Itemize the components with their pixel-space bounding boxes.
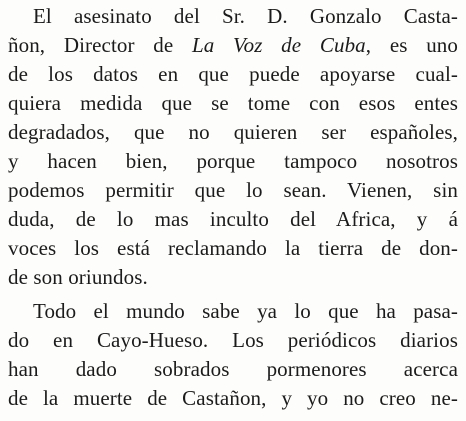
text-line: de son oriundos.: [8, 265, 148, 289]
text-line: podemos permitir que lo sean. Vienen, sin: [8, 178, 458, 202]
text-line: quiera medida que se tome con esos entes: [8, 91, 458, 115]
text-run: , es uno: [365, 33, 458, 57]
text-line: [8, 30, 458, 60]
text-line: Todo el mundo sabe ya lo que ha pasa-: [33, 299, 458, 323]
text-line: y hacen bien, porque tampoco nosotros: [8, 149, 458, 173]
text-line: voces los está reclamando la tierra de don-: [8, 236, 458, 260]
text-line: de la muerte de Castañon, y yo no creo ne-: [8, 386, 458, 410]
text-line: El asesinato del Sr. D. Gonzalo Casta-: [33, 4, 458, 28]
text-line: han dado sobrados pormenores acerca: [8, 357, 458, 381]
text-line: duda, de lo mas inculto del Africa, y á: [8, 207, 458, 231]
newspaper-title: La Voz de Cuba: [191, 33, 366, 57]
text-line: do en Cayo-Hueso. Los periódicos diarios: [8, 328, 458, 352]
text-line: de los datos en que puede apoyarse cual-: [8, 62, 458, 86]
text-run: ñon, Director de: [8, 33, 192, 57]
text-line: degradados, que no quieren ser españoles,: [8, 120, 458, 144]
